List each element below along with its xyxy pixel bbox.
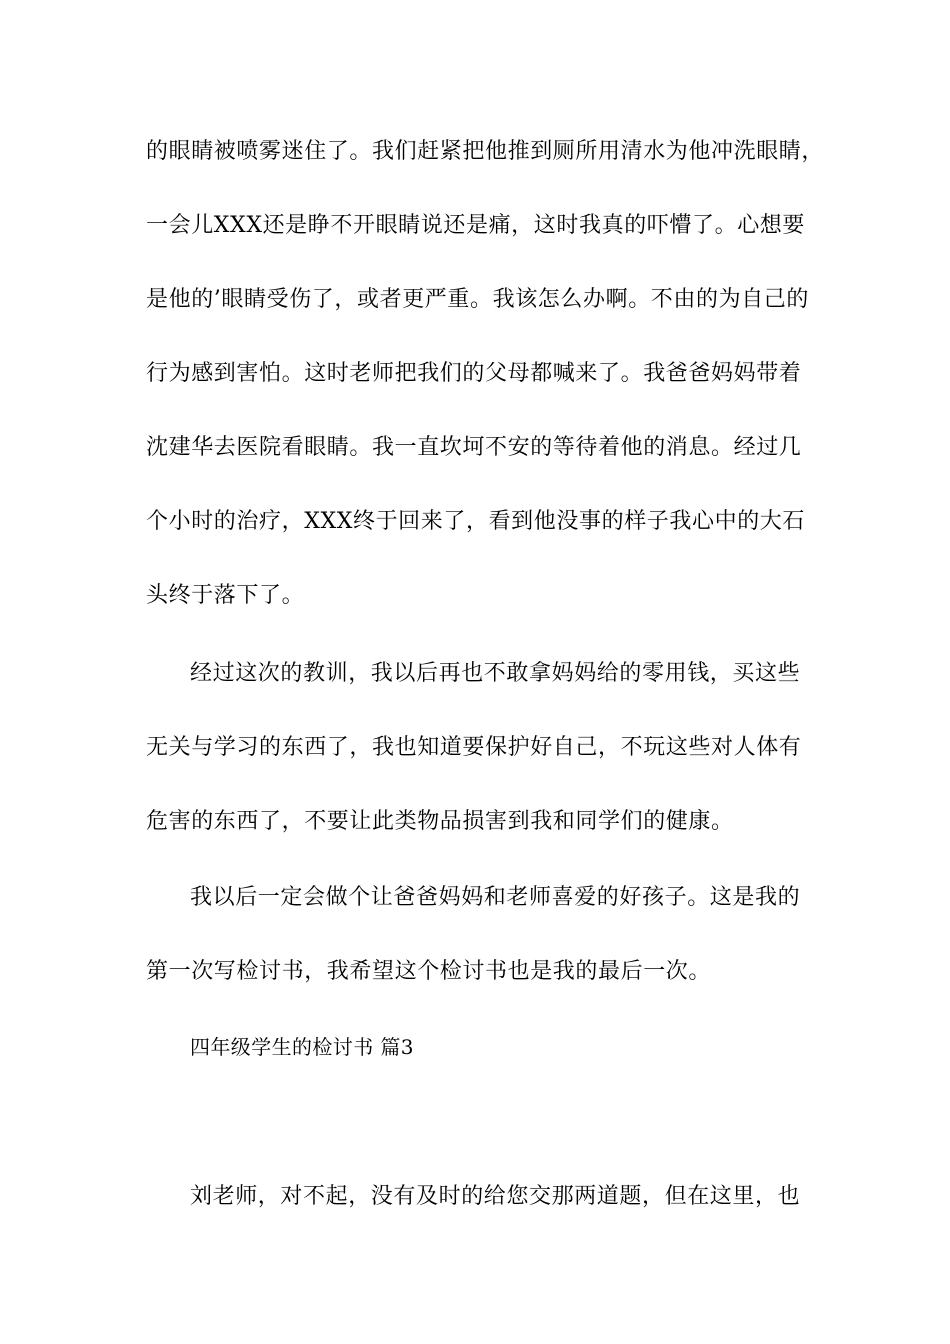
paragraph-start-line: 刘老师，对不起，没有及时的给您交那两道题，但在这里，也 xyxy=(190,1184,801,1209)
text-line: 是他的’眼睛受伤了，或者更严重。我该怎么办啊。不由的为自己的 xyxy=(146,287,809,312)
paragraph-start-line: 经过这次的教训，我以后再也不敢拿妈妈给的零用钱，买这些 xyxy=(190,661,801,686)
text-line: 危害的东西了，不要让此类物品损害到我和同学们的健康。 xyxy=(146,809,734,834)
section-heading: 四年级学生的检讨书 篇3 xyxy=(190,1035,414,1059)
text-line: 个小时的治疗，XXX终于回来了，看到他没事的样子我心中的大石 xyxy=(146,509,805,534)
text-line: 无关与学习的东西了，我也知道要保护好自己，不玩这些对人体有 xyxy=(146,735,802,760)
text-line: 沈建华去医院看眼睛。我一直坎坷不安的等待着他的消息。经过几 xyxy=(146,435,802,460)
text-line: 一会儿XXX还是睁不开眼睛说还是痛，这时我真的吓懵了。心想要 xyxy=(146,213,805,238)
text-line: 行为感到害怕。这时老师把我们的父母都喊来了。我爸爸妈妈带着 xyxy=(146,361,802,386)
text-line: 第一次写检讨书，我希望这个检讨书也是我的最后一次。 xyxy=(146,959,712,984)
text-line: 的眼睛被喷雾迷住了。我们赶紧把他推到厕所用清水为他冲洗眼睛， xyxy=(146,139,825,164)
paragraph-start-line: 我以后一定会做个让爸爸妈妈和老师喜爱的好孩子。这是我的 xyxy=(190,885,801,910)
text-line: 头终于落下了。 xyxy=(146,583,305,608)
